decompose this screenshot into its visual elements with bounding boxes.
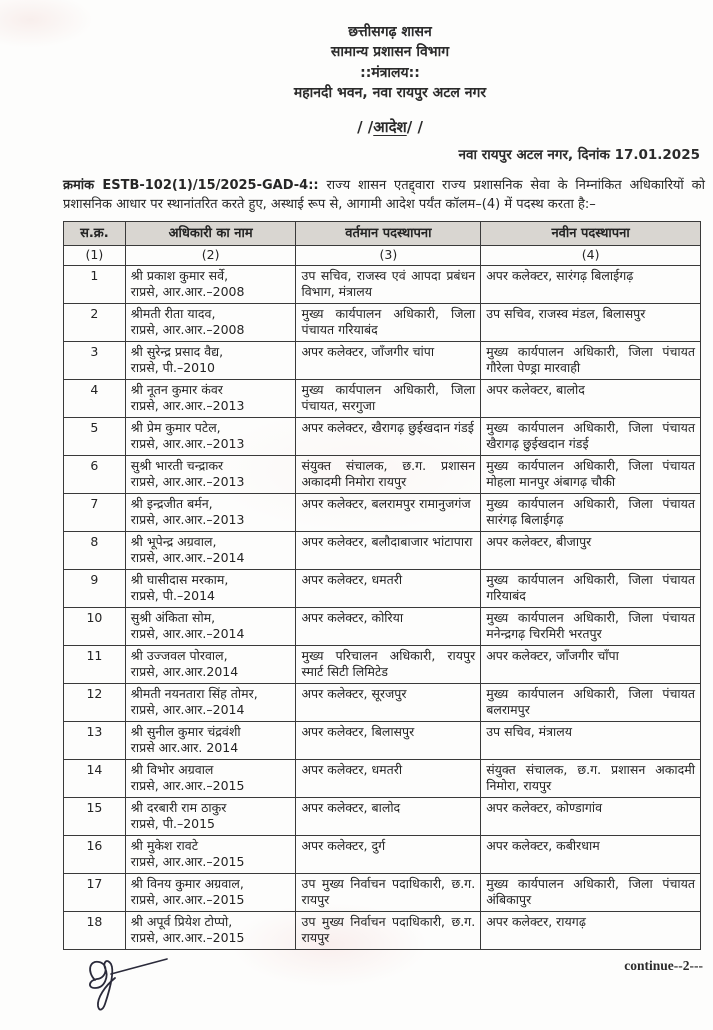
current-posting-cell: उप मुख्य निर्वाचन पदाधिकारी, छ.ग. रायपुर [296,911,481,949]
officer-batch: राप्रसे, आर.आर.2014 [130,664,239,680]
officer-batch: राप्रसे, आर.आर.–2013 [130,436,245,452]
table-row [64,797,701,835]
officer-name: श्री प्रकाश कुमार सर्वे, [130,267,229,283]
officer-name: श्री मुकेश रावटे [130,837,198,853]
table-row [64,455,701,493]
officer-batch: राप्रसे, आर.आर.–2013 [130,398,245,414]
current-posting-cell: उप सचिव, राजस्व एवं आपदा प्रबंधन विभाग, मंत्रालय [296,265,481,303]
officer-name-cell [125,569,296,607]
header-current-posting: वर्तमान पदस्थापना [296,221,481,245]
new-posting-cell: मुख्य कार्यपालन अधिकारी, जिला पंचायत गरियाबंद [481,569,701,607]
table-row [64,379,701,417]
new-posting-cell: मुख्य कार्यपालन अधिकारी, जिला पंचायत अंबिकापुर [481,873,701,911]
officer-name: सुश्री भारती चन्द्राकर [130,457,224,473]
current-posting-cell: अपर कलेक्टर, धमतरी [296,759,481,797]
officer-batch: राप्रसे, पी.–2010 [130,360,216,376]
column-number-row [64,246,701,266]
officer-batch: राप्रसे, पी.–2015 [130,816,216,832]
department-name: सामान्य प्रशासन विभाग [330,44,450,61]
current-posting-cell: उप मुख्य निर्वाचन पदाधिकारी, छ.ग. रायपुर [296,873,481,911]
officer-name: श्री सुनील कुमार चंद्रवंशी [130,723,241,739]
new-posting-cell: मुख्य कार्यपालन अधिकारी, जिला पंचायत गौरेला पेण्ड्रा मारवाही [481,341,701,379]
officer-batch: राप्रसे आर.आर. 2014 [130,740,239,756]
serial-number-cell: 12 [64,683,126,721]
signature-scribble [81,952,191,1014]
serial-number-cell: 13 [64,721,126,759]
officer-batch: राप्रसे, आर.आर.–2015 [130,778,245,794]
current-posting-cell: मुख्य कार्यपालन अधिकारी, जिला पंचायत, सरगुजा [296,379,481,417]
place-date-line: नवा रायपुर अटल नगर, दिनांक 17.01.2025 [458,147,700,164]
officer-batch: राप्रसे, आर.आर.–2015 [130,854,245,870]
building-address: महानदी भवन, नवा रायपुर अटल नगर [293,84,487,101]
officer-batch: राप्रसे, आर.आर.–2015 [130,892,245,908]
serial-number-cell: 11 [64,645,126,683]
table-row [64,721,701,759]
new-posting-cell: उप सचिव, राजस्व मंडल, बिलासपुर [481,303,701,341]
current-posting-cell: अपर कलेक्टर, धमतरी [296,569,481,607]
table-row [64,341,701,379]
col-number-3: (3) [296,246,481,266]
serial-number-cell: 2 [64,303,126,341]
officer-name: श्री अपूर्व प्रियेश टोप्पो, [130,913,233,929]
table-row [64,645,701,683]
current-posting-cell: अपर कलेक्टर, बालोद [296,797,481,835]
col-number-4: (4) [481,246,701,266]
new-posting-cell: मुख्य कार्यपालन अधिकारी, जिला पंचायत बलरामपुर [481,683,701,721]
current-posting-cell: अपर कलेक्टर, जॉंजगीर चांपा [296,341,481,379]
officer-name: श्री प्रेम कुमार पटेल, [130,419,221,435]
ministry-label: ::मंत्रालय:: [360,64,420,81]
table-row [64,759,701,797]
order-intro-text: राज्य शासन एतद्द्वारा राज्य प्रशासनिक सेवा के निम्नांकित अधिकारियों को प्रशासनिक आधार पर स्थानांतरित करते हुए, अस्थाई रूप से, आगामी आदेश पर्यंत कॉलम–(4) में पदस्थ करता है:– [63,178,705,213]
current-posting-cell: अपर कलेक्टर, दुर्ग [296,835,481,873]
table-row [64,265,701,303]
officer-name-cell [125,683,296,721]
officer-name-cell [125,873,296,911]
current-posting-cell: अपर कलेक्टर, बलरामपुर रामानुजगंज [296,493,481,531]
serial-number-cell: 4 [64,379,126,417]
current-posting-cell: अपर कलेक्टर, कोरिया [296,607,481,645]
serial-number-cell: 10 [64,607,126,645]
current-posting-cell: मुख्य कार्यपालन अधिकारी, जिला पंचायत गरियाबंद [296,303,481,341]
table-row [64,911,701,949]
table-row [64,417,701,455]
current-posting-cell: अपर कलेक्टर, खैरागढ़ छुईखदान गंडई [296,417,481,455]
new-posting-cell: मुख्य कार्यपालन अधिकारी, जिला पंचायत मनेन्द्रगढ़ चिरमिरी भरतपुर [481,607,701,645]
order-prefix: / / [357,118,374,137]
table-header-row [64,221,701,245]
order-word: आदेश [373,118,407,137]
table-row [64,569,701,607]
serial-number-cell: 5 [64,417,126,455]
officer-batch: राप्रसे, आर.आर.–2014 [130,702,245,718]
serial-number-cell: 16 [64,835,126,873]
officer-name-cell [125,645,296,683]
new-posting-cell: मुख्य कार्यपालन अधिकारी, जिला पंचायत खैरागढ़ छुईखदान गंडई [481,417,701,455]
serial-number-cell: 3 [64,341,126,379]
new-posting-cell: अपर कलेक्टर, कबीरधाम [481,835,701,873]
serial-number-cell: 6 [64,455,126,493]
col-number-1: (1) [64,246,126,266]
header-new-posting: नवीन पदस्थापना [481,221,701,245]
table-row [64,303,701,341]
header-officer-name: अधिकारी का नाम [125,221,296,245]
officer-name-cell [125,607,296,645]
new-posting-cell: उप सचिव, मंत्रालय [481,721,701,759]
officer-batch: राप्रसे, आर.आर.–2015 [130,930,245,946]
officer-name-cell [125,379,296,417]
officer-name: श्रीमती नयनतारा सिंह तोमर, [130,685,258,701]
officer-name-cell [125,303,296,341]
officer-name-cell [125,455,296,493]
officer-name: श्री उज्जवल पोरवाल, [130,647,228,663]
officer-name: श्री विभोर अग्रवाल [130,761,214,777]
new-posting-cell: अपर कलेक्टर, रायगढ़ [481,911,701,949]
officer-name-cell [125,417,296,455]
document-footer [63,950,713,1030]
serial-number-cell: 1 [64,265,126,303]
current-posting-cell: अपर कलेक्टर, बिलासपुर [296,721,481,759]
officer-name: श्री घासीदास मरकाम, [130,571,229,587]
officer-batch: राप्रसे, आर.आर.–2008 [130,284,245,300]
officer-batch: राप्रसे, आर.आर.–2014 [130,550,245,566]
officer-name: श्री दरबारी राम ठाकुर [130,799,227,815]
new-posting-cell: मुख्य कार्यपालन अधिकारी, जिला पंचायत सारंगढ़ बिलाईगढ़ [481,493,701,531]
new-posting-cell: अपर कलेक्टर, बीजापुर [481,531,701,569]
current-posting-cell: अपर कलेक्टर, सूरजपुर [296,683,481,721]
new-posting-cell: संयुक्त संचालक, छ.ग. प्रशासन अकादमी निमोरा, रायपुर [481,759,701,797]
serial-number-cell: 17 [64,873,126,911]
table-row [64,607,701,645]
officer-name: सुश्री अंकिता सोम, [130,609,216,625]
current-posting-cell: अपर कलेक्टर, बलौदाबाजार भांटापारा [296,531,481,569]
document-header [70,0,710,103]
officer-name: श्री इन्द्रजीत बर्मन, [130,495,213,511]
officer-batch: राप्रसे, आर.आर.–2014 [130,626,245,642]
new-posting-cell: अपर कलेक्टर, सारंगढ़ बिलाईगढ़ [481,265,701,303]
table-row [64,835,701,873]
government-name: छत्तीसगढ़ शासन [348,24,432,40]
table-row [64,873,701,911]
transfer-table [63,221,701,950]
order-reference-number: क्रमांक ESTB-102(1)/15/2025-GAD-4:: [63,178,319,194]
officer-name-cell [125,265,296,303]
new-posting-cell: मुख्य कार्यपालन अधिकारी, जिला पंचायत मोहला मानपुर अंबागढ़ चौकी [481,455,701,493]
officer-batch: राप्रसे, आर.आर.–2013 [130,474,245,490]
officer-batch: राप्रसे, पी.–2014 [130,588,216,604]
serial-number-cell: 9 [64,569,126,607]
current-posting-cell: संयुक्त संचालक, छ.ग. प्रशासन अकादमी निमोरा रायपुर [296,455,481,493]
officer-name-cell [125,341,296,379]
new-posting-cell: अपर कलेक्टर, कोण्डागांव [481,797,701,835]
officer-name: श्री भूपेन्द्र अग्रवाल, [130,533,217,549]
order-suffix: / / [406,118,423,137]
order-title [70,117,710,137]
new-posting-cell: अपर कलेक्टर, बालोद [481,379,701,417]
table-row [64,493,701,531]
new-posting-cell: अपर कलेक्टर, जॉंजगीर चॉंपा [481,645,701,683]
serial-number-cell: 15 [64,797,126,835]
officer-name-cell [125,835,296,873]
serial-number-cell: 18 [64,911,126,949]
serial-number-cell: 14 [64,759,126,797]
table-row [64,683,701,721]
officer-name-cell [125,759,296,797]
continue-page-note: continue--2--- [624,957,703,973]
officer-name: श्री सुरेन्द्र प्रसाद वैद्य, [130,343,224,359]
current-posting-cell: मुख्य परिचालन अधिकारी, रायपुर स्मार्ट सिटी लिमिटेड [296,645,481,683]
table-row [64,531,701,569]
officer-name-cell [125,493,296,531]
col-number-2: (2) [125,246,296,266]
officer-name: श्री नूतन कुमार कंवर [130,381,223,397]
officer-batch: राप्रसे, आर.आर.–2013 [130,512,245,528]
officer-name-cell [125,531,296,569]
header-serial: स.क्र. [64,221,126,245]
officer-name: श्रीमती रीता यादव, [130,305,216,321]
officer-name: श्री विनय कुमार अग्रवाल, [130,875,244,891]
officer-name-cell [125,797,296,835]
serial-number-cell: 8 [64,531,126,569]
officer-batch: राप्रसे, आर.आर.–2008 [130,322,245,338]
serial-number-cell: 7 [64,493,126,531]
officer-name-cell [125,721,296,759]
order-intro-paragraph [63,177,705,215]
officer-name-cell [125,911,296,949]
